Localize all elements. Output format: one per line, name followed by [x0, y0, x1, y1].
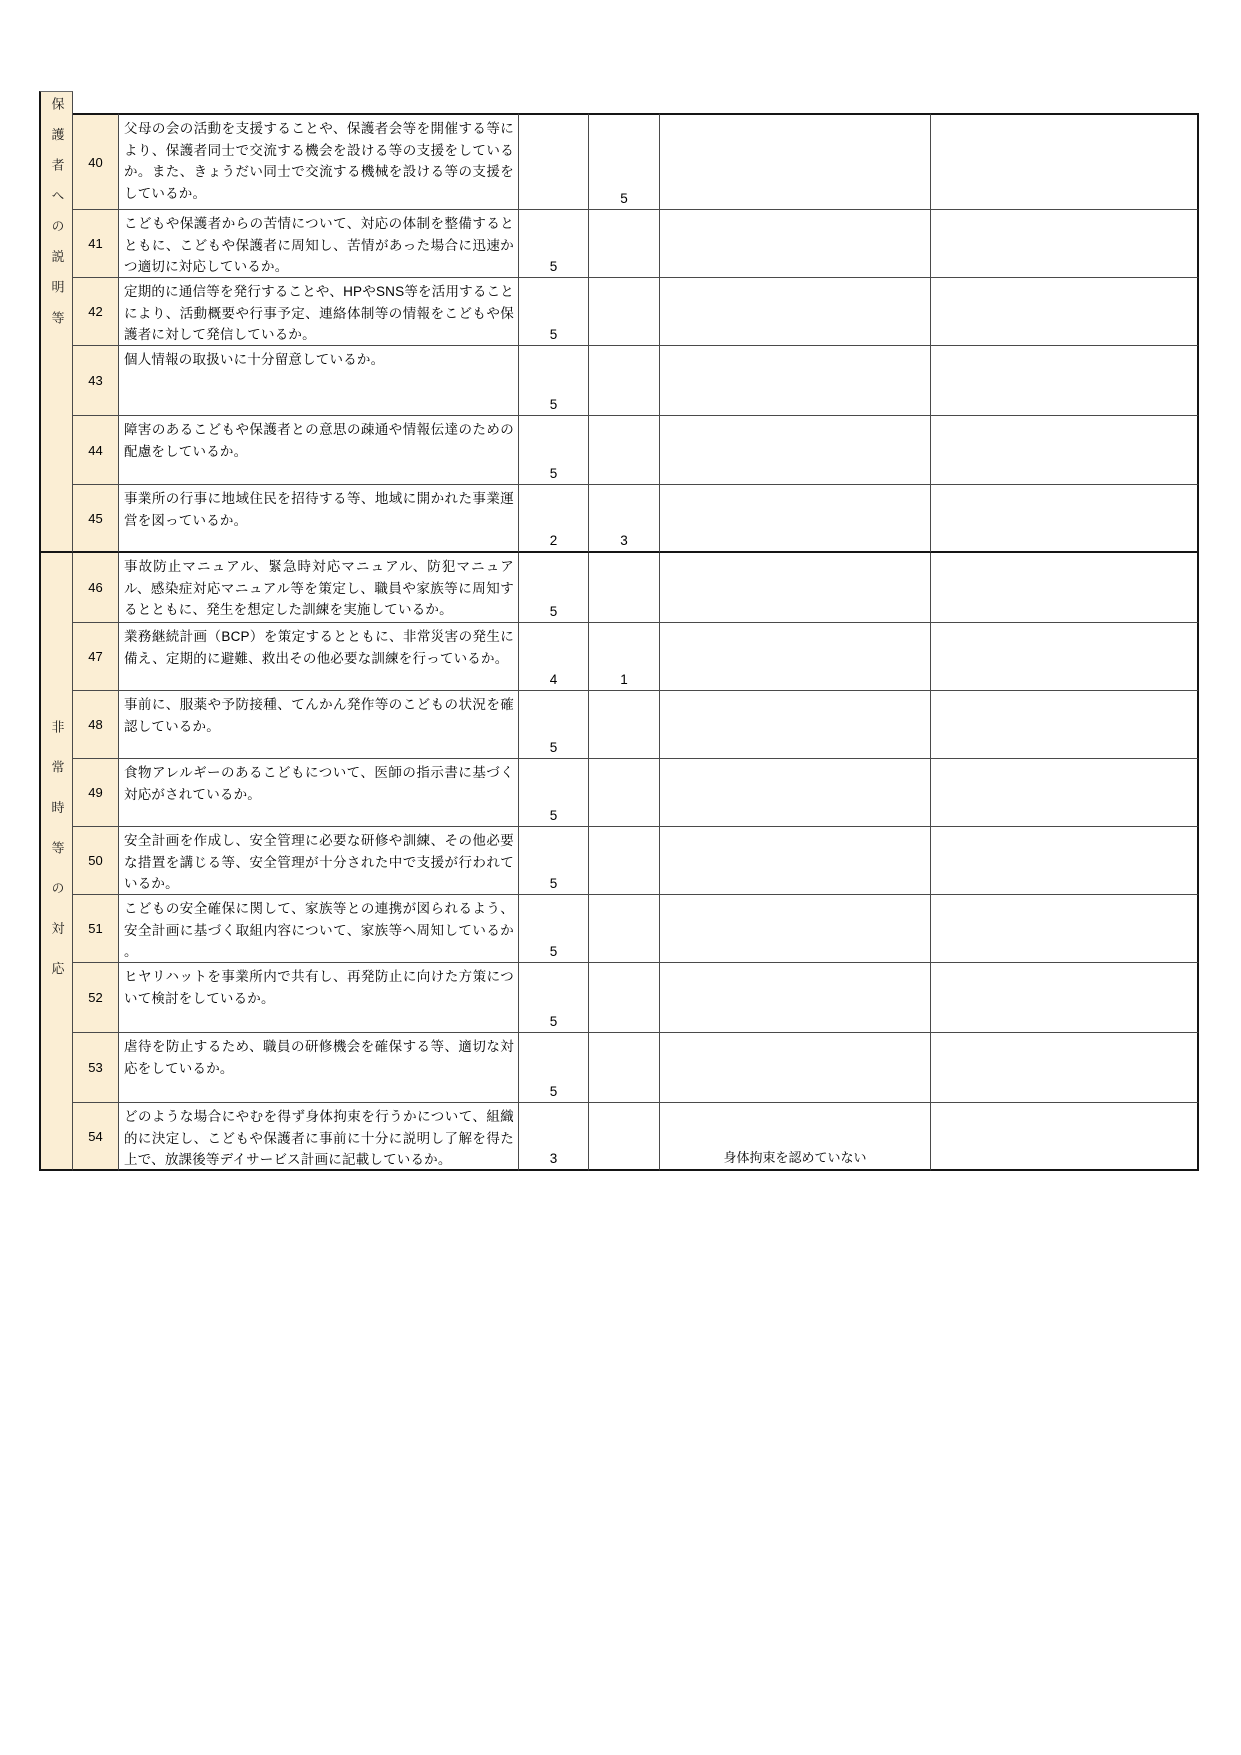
score2-cell: 3 [589, 485, 660, 553]
row-number: 50 [73, 827, 119, 895]
question-text: どのような場合にやむを得ず身体拘束を行うかについて、組織的に決定し、こどもや保護者に事前に十分に説明し了解を得た上で、放課後等デイサービス計画に記載しているか。 [119, 1103, 519, 1171]
note-cell [660, 1033, 931, 1103]
note-cell [660, 691, 931, 759]
score2-cell: 5 [589, 113, 660, 210]
score1-cell: 5 [519, 827, 589, 895]
note-cell [660, 827, 931, 895]
score2-cell [589, 416, 660, 485]
score1-cell: 5 [519, 346, 589, 416]
score1-cell: 5 [519, 210, 589, 278]
page-clip-gap [73, 91, 1199, 113]
category-column [39, 91, 73, 1171]
remarks-cell [931, 485, 1199, 553]
note-cell [660, 623, 931, 691]
score2-cell [589, 278, 660, 346]
note-cell [660, 416, 931, 485]
note-cell [660, 210, 931, 278]
remarks-cell [931, 827, 1199, 895]
remarks-cell [931, 113, 1199, 210]
row-number: 43 [73, 346, 119, 416]
score2-cell [589, 827, 660, 895]
row-number: 53 [73, 1033, 119, 1103]
score1-cell: 4 [519, 623, 589, 691]
remarks-cell [931, 346, 1199, 416]
question-text: 個人情報の取扱いに十分留意しているか。 [119, 346, 519, 416]
question-text: 安全計画を作成し、安全管理に必要な研修や訓練、その他必要な措置を講じる等、安全管理が十分された中で支援が行われているか。 [119, 827, 519, 895]
row-number: 52 [73, 963, 119, 1033]
row-number: 54 [73, 1103, 119, 1171]
table-row [73, 113, 1199, 210]
table-row [73, 278, 1199, 346]
note-cell [660, 278, 931, 346]
table-row [73, 346, 1199, 416]
note-cell [660, 553, 931, 623]
score1-cell: 5 [519, 278, 589, 346]
score2-cell [589, 553, 660, 623]
question-text: 業務継続計画（BCP）を策定するとともに、非常災害の発生に備え、定期的に避難、救出その他必要な訓練を行っているか。 [119, 623, 519, 691]
table-row [73, 895, 1199, 963]
table-row [73, 827, 1199, 895]
table-row [73, 1033, 1199, 1103]
question-text: こどもの安全確保に関して、家族等との連携が図られるよう、安全計画に基づく取組内容について、家族等へ周知しているか 。 [119, 895, 519, 963]
note-cell: 身体拘束を認めていない [660, 1103, 931, 1171]
remarks-cell [931, 963, 1199, 1033]
note-cell [660, 485, 931, 553]
row-number: 47 [73, 623, 119, 691]
category-label-hijoji: 非常時等の対応 [49, 719, 65, 1003]
remarks-cell [931, 278, 1199, 346]
remarks-cell [931, 416, 1199, 485]
score2-cell [589, 346, 660, 416]
row-number: 44 [73, 416, 119, 485]
score2-cell [589, 963, 660, 1033]
remarks-cell [931, 1103, 1199, 1171]
question-text: 虐待を防止するため、職員の研修機会を確保する等、適切な対応をしているか。 [119, 1033, 519, 1103]
table-row [73, 691, 1199, 759]
score1-cell: 5 [519, 416, 589, 485]
score1-cell [519, 113, 589, 210]
score2-cell [589, 1103, 660, 1171]
note-cell [660, 963, 931, 1033]
score1-cell: 5 [519, 759, 589, 827]
row-number: 51 [73, 895, 119, 963]
table-rows [73, 113, 1199, 1171]
remarks-cell [931, 691, 1199, 759]
row-number: 46 [73, 553, 119, 623]
row-number: 48 [73, 691, 119, 759]
score1-cell: 5 [519, 1033, 589, 1103]
question-text: ヒヤリハットを事業所内で共有し、再発防止に向けた方策について検討をしているか。 [119, 963, 519, 1033]
evaluation-table [39, 91, 1199, 1171]
note-cell [660, 346, 931, 416]
question-text: 事故防止マニュアル、緊急時対応マニュアル、防犯マニュアル、感染症対応マニュアル等を策定し、職員や家族等に周知するとともに、発生を想定した訓練を実施しているか。 [119, 553, 519, 623]
score1-cell: 5 [519, 691, 589, 759]
score1-cell: 5 [519, 895, 589, 963]
remarks-cell [931, 1033, 1199, 1103]
note-cell [660, 895, 931, 963]
row-number: 40 [73, 113, 119, 210]
table-row [73, 623, 1199, 691]
remarks-cell [931, 759, 1199, 827]
table-row [73, 963, 1199, 1033]
question-text: 食物アレルギーのあるこどもについて、医師の指示書に基づく対応がされているか。 [119, 759, 519, 827]
category-label-hogosha: 保護者への説明等 [49, 97, 65, 342]
table-row [73, 553, 1199, 623]
question-text: 定期的に通信等を発行することや、HPやSNS等を活用することにより、活動概要や行事予定、連絡体制等の情報をこどもや保護者に対して発信しているか。 [119, 278, 519, 346]
table-row [73, 416, 1199, 485]
category-cell-hogosha [39, 91, 73, 553]
remarks-cell [931, 210, 1199, 278]
table-row [73, 210, 1199, 278]
score1-cell: 5 [519, 963, 589, 1033]
score2-cell [589, 895, 660, 963]
question-text: 障害のあるこどもや保護者との意思の疎通や情報伝達のための配慮をしているか。 [119, 416, 519, 485]
score2-cell [589, 1033, 660, 1103]
score2-cell [589, 210, 660, 278]
score2-cell [589, 759, 660, 827]
table-row [73, 1103, 1199, 1171]
question-text: 事業所の行事に地域住民を招待する等、地域に開かれた事業運営を図っているか。 [119, 485, 519, 553]
table-row [73, 759, 1199, 827]
table-body [73, 91, 1199, 1171]
category-cell-hijoji [39, 553, 73, 1171]
row-number: 45 [73, 485, 119, 553]
row-number: 41 [73, 210, 119, 278]
note-cell [660, 759, 931, 827]
row-number: 42 [73, 278, 119, 346]
question-text: 父母の会の活動を支援することや、保護者会等を開催する等により、保護者同士で交流する機会を設ける等の支援をしているか。また、きょうだい同士で交流する機械を設ける等の支援をしているか。 [119, 113, 519, 210]
score1-cell: 3 [519, 1103, 589, 1171]
score2-cell: 1 [589, 623, 660, 691]
score2-cell [589, 691, 660, 759]
remarks-cell [931, 553, 1199, 623]
score1-cell: 5 [519, 553, 589, 623]
remarks-cell [931, 623, 1199, 691]
question-text: 事前に、服薬や予防接種、てんかん発作等のこどもの状況を確認しているか。 [119, 691, 519, 759]
question-text: こどもや保護者からの苦情について、対応の体制を整備するとともに、こどもや保護者に周知し、苦情があった場合に迅速かつ適切に対応しているか。 [119, 210, 519, 278]
table-row [73, 485, 1199, 553]
remarks-cell [931, 895, 1199, 963]
row-number: 49 [73, 759, 119, 827]
note-cell [660, 113, 931, 210]
score1-cell: 2 [519, 485, 589, 553]
